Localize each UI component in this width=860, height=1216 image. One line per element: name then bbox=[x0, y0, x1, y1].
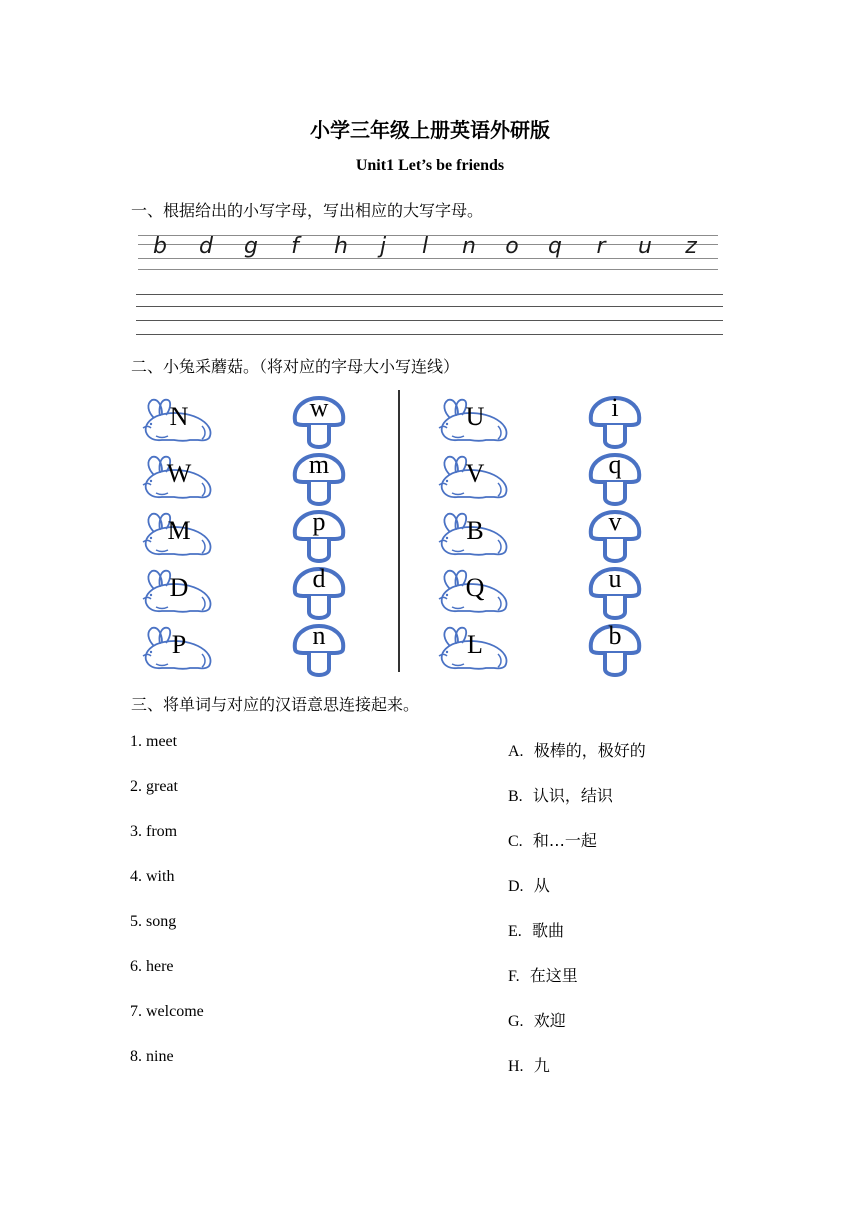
meaning-key: D. bbox=[508, 878, 524, 895]
mushroom-u[interactable] bbox=[587, 566, 643, 624]
mushroom-letter: d bbox=[312, 564, 326, 593]
rabbit-letter: M bbox=[167, 516, 191, 545]
mushroom-letter: p bbox=[312, 507, 326, 536]
meaning-key: H. bbox=[508, 1058, 524, 1075]
rabbit-letter: L bbox=[467, 630, 483, 659]
letter-b: b bbox=[153, 234, 167, 259]
meaning-item[interactable] bbox=[508, 1008, 566, 1031]
word-item[interactable]: 5. song bbox=[130, 913, 177, 930]
letter-u: u bbox=[638, 234, 652, 259]
meaning-key: B. bbox=[508, 788, 523, 805]
letter-g: g bbox=[244, 234, 258, 259]
meaning-item[interactable] bbox=[508, 828, 597, 851]
rabbit-W[interactable] bbox=[140, 453, 214, 499]
mushroom-i[interactable] bbox=[587, 395, 643, 453]
rabbit-letter: N bbox=[169, 402, 189, 431]
word-item[interactable]: 7. welcome bbox=[130, 1003, 204, 1020]
letter-l: l bbox=[421, 234, 429, 259]
rabbit-U[interactable] bbox=[436, 396, 510, 442]
letter-r: r bbox=[596, 234, 606, 259]
meaning-text: 从 bbox=[533, 876, 550, 895]
meaning-item[interactable] bbox=[508, 963, 578, 986]
mushroom-letter: n bbox=[312, 621, 326, 650]
letter-z: z bbox=[685, 234, 697, 259]
rabbit-D[interactable] bbox=[140, 567, 214, 613]
meaning-text: 歌曲 bbox=[531, 921, 564, 940]
mushroom-m[interactable] bbox=[291, 452, 347, 510]
rabbit-letter: W bbox=[166, 459, 192, 488]
meaning-key: E. bbox=[508, 923, 522, 940]
meaning-text: 在这里 bbox=[529, 966, 578, 985]
mushroom-b[interactable] bbox=[587, 623, 643, 681]
meaning-key: F. bbox=[508, 968, 520, 985]
mushroom-letter: b bbox=[608, 621, 622, 650]
rabbit-letter: V bbox=[465, 459, 485, 488]
mushroom-letter: i bbox=[611, 393, 619, 422]
meaning-item[interactable] bbox=[508, 738, 646, 761]
mushroom-v[interactable] bbox=[587, 509, 643, 567]
meaning-text: 九 bbox=[533, 1056, 550, 1075]
mushroom-q[interactable] bbox=[587, 452, 643, 510]
meaning-text: 认识，结识 bbox=[532, 786, 613, 805]
rabbit-M[interactable] bbox=[140, 510, 214, 556]
mushroom-letter: w bbox=[309, 393, 329, 422]
worksheet-subtitle: Unit1 Let’s be friends bbox=[355, 157, 505, 174]
rabbit-V[interactable] bbox=[436, 453, 510, 499]
mushroom-letter: q bbox=[608, 450, 622, 479]
mushroom-n[interactable] bbox=[291, 623, 347, 681]
word-item[interactable]: 1. meet bbox=[130, 733, 178, 750]
mushroom-letter: v bbox=[608, 507, 622, 536]
meaning-key: G. bbox=[508, 1013, 524, 1030]
mushroom-d[interactable] bbox=[291, 566, 347, 624]
letter-q: q bbox=[548, 234, 562, 259]
section2-divider bbox=[398, 390, 400, 672]
rabbit-L[interactable] bbox=[436, 624, 510, 670]
rabbit-P[interactable] bbox=[140, 624, 214, 670]
section1-heading: 一、根据给出的小写字母，写出相应的大写字母。 bbox=[131, 201, 484, 220]
meaning-item[interactable] bbox=[508, 873, 550, 896]
rabbit-letter: U bbox=[465, 402, 485, 431]
rabbit-Q[interactable] bbox=[436, 567, 510, 613]
meaning-item[interactable] bbox=[508, 783, 613, 806]
letter-f: f bbox=[291, 234, 299, 259]
word-item[interactable]: 4. with bbox=[130, 868, 175, 885]
rabbit-letter: B bbox=[466, 516, 484, 545]
rabbit-N[interactable] bbox=[140, 396, 214, 442]
mushroom-w[interactable] bbox=[291, 395, 347, 453]
meaning-text: 和…一起 bbox=[532, 831, 597, 850]
word-item[interactable]: 8. nine bbox=[130, 1048, 174, 1065]
word-item[interactable]: 6. here bbox=[130, 958, 174, 975]
mushroom-p[interactable] bbox=[291, 509, 347, 567]
rabbit-letter: D bbox=[169, 573, 189, 602]
meaning-text: 极棒的，极好的 bbox=[533, 741, 646, 760]
mushroom-letter: m bbox=[308, 450, 330, 479]
rabbit-B[interactable] bbox=[436, 510, 510, 556]
rabbit-letter: P bbox=[171, 630, 187, 659]
letter-n: n bbox=[462, 234, 476, 259]
meaning-key: C. bbox=[508, 833, 523, 850]
meaning-item[interactable] bbox=[508, 1053, 550, 1076]
mushroom-letter: u bbox=[608, 564, 622, 593]
section3-heading: 三、将单词与对应的汉语意思连接起来。 bbox=[131, 695, 420, 714]
letter-d: d bbox=[199, 234, 213, 259]
worksheet-title: 小学三年级上册英语外研版 bbox=[310, 118, 550, 142]
letter-h: h bbox=[334, 234, 348, 259]
meaning-key: A. bbox=[508, 743, 524, 760]
letter-j: j bbox=[379, 234, 387, 259]
word-item[interactable]: 3. from bbox=[130, 823, 178, 840]
word-item[interactable]: 2. great bbox=[130, 778, 178, 795]
meaning-text: 欢迎 bbox=[533, 1011, 566, 1030]
section2-heading: 二、小兔采蘑菇。（将对应的字母大小写连线） bbox=[131, 357, 460, 376]
rabbit-letter: Q bbox=[465, 573, 485, 602]
letter-o: o bbox=[505, 234, 519, 259]
meaning-item[interactable] bbox=[508, 918, 564, 941]
